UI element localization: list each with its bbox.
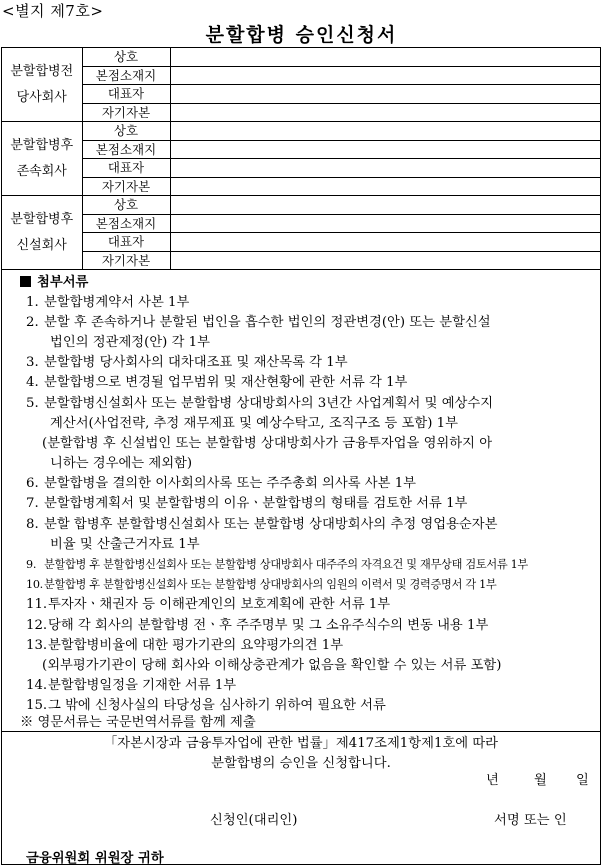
- list-item: 11.투자자ㆍ채권자 등 이해관계인의 보호계획에 관한 서류 1부: [26, 597, 391, 612]
- field-label-company-name: 상호: [82, 122, 170, 141]
- table-row: [2, 103, 600, 122]
- list-item: 5. 분할합병신설회사 또는 분할합병 상대방회사의 3년간 사업계획서 및 예상수지: [26, 396, 494, 411]
- list-item-continuation: 니하는 경우에는 제외함): [50, 456, 193, 471]
- table-row: [2, 48, 600, 66]
- equity-capital-input[interactable]: [170, 177, 600, 196]
- head-office-input[interactable]: [170, 140, 600, 159]
- list-item-note: (외부평가기관이 당해 회사와 이해상충관계가 없음을 확인할 수 있는 서류 포함): [42, 658, 502, 673]
- head-office-input[interactable]: [170, 66, 600, 85]
- table-row: [2, 140, 600, 159]
- list-item: 14.분할합병일정을 기재한 서류 1부: [26, 678, 237, 693]
- list-item: 9. 분할합병 후 분할합병신설회사 또는 분할합병 상대방회사 대주주의 자격요건 및 재무상태 검토서류 1부: [26, 558, 528, 571]
- field-label-head-office: 본점소재지: [82, 214, 170, 233]
- bullet-square-icon: [20, 276, 31, 287]
- attachments-heading: 첨부서류: [20, 273, 88, 293]
- list-item-continuation: 계산서(사업전략, 추정 재무제표 및 예상수탁고, 조직구조 등 포함) 1부: [50, 416, 458, 431]
- list-item: 3. 분할합병 당사회사의 대차대조표 및 재산목록 각 1부: [26, 355, 348, 370]
- field-label-head-office: 본점소재지: [82, 66, 170, 85]
- field-label-representative: 대표자: [82, 85, 170, 104]
- representative-input[interactable]: [170, 233, 600, 252]
- field-label-company-name: 상호: [82, 196, 170, 215]
- application-form: [1, 47, 601, 865]
- list-item: 8. 분할 합병후 분할합병신설회사 또는 분할합병 상대방회사의 추정 영업용순자본: [26, 517, 498, 532]
- company-name-input[interactable]: [170, 48, 600, 66]
- head-office-input[interactable]: [170, 214, 600, 233]
- table-row: [2, 85, 600, 104]
- field-label-equity-capital: 자기자본: [82, 251, 170, 270]
- representative-input[interactable]: [170, 159, 600, 178]
- field-label-equity-capital: 자기자본: [82, 177, 170, 196]
- list-item: 1. 분할합병계약서 사본 1부: [26, 295, 190, 310]
- signature-field[interactable]: 서명 또는 인: [494, 813, 567, 828]
- table-row: [2, 233, 600, 252]
- table-row: [2, 177, 600, 196]
- table-row: [2, 251, 600, 270]
- list-item-note: (분할합병 후 신설법인 또는 분할합병 상대방회사가 금융투자업을 영위하지 아: [42, 436, 493, 451]
- applicant-label: 신청인(대리인): [210, 813, 298, 828]
- list-item-continuation: 비율 및 산출근거자료 1부: [50, 537, 200, 552]
- list-item-continuation: 법인의 정관제정(안) 각 1부: [50, 335, 210, 350]
- equity-capital-input[interactable]: [170, 103, 600, 122]
- list-item: 13.분할합병비율에 대한 평가기관의 요약평가의견 1부: [26, 638, 344, 653]
- list-item: 4. 분할합병으로 변경될 업무범위 및 재산현황에 관한 서류 각 1부: [26, 375, 408, 390]
- table-row: [2, 196, 600, 215]
- list-item: 15.그 밖에 신청사실의 타당성을 심사하기 위하여 필요한 서류: [26, 698, 386, 713]
- date-month-label[interactable]: 월: [534, 773, 547, 788]
- field-label-representative: 대표자: [82, 159, 170, 178]
- table-row: [2, 122, 600, 141]
- list-item: 10.분할합병 후 분할합병신설회사 또는 분할합병 상대방회사의 임원의 이력서 및 경력증명서 각 1부: [26, 578, 497, 591]
- section-divider: [2, 731, 600, 732]
- field-label-company-name: 상호: [82, 48, 170, 66]
- field-label-head-office: 본점소재지: [82, 140, 170, 159]
- document-title: 분할합병 승인신청서: [205, 24, 398, 46]
- date-day-label[interactable]: 일: [576, 773, 589, 788]
- english-documents-note: ※ 영문서류는 국문번역서류를 함께 제출: [20, 715, 256, 730]
- group-label-surviving-company: 분할합병후 존속회사: [2, 122, 82, 196]
- field-label-equity-capital: 자기자본: [82, 103, 170, 122]
- group-label-new-company: 분할합병후 신설회사: [2, 196, 82, 270]
- equity-capital-input[interactable]: [170, 251, 600, 270]
- field-label-representative: 대표자: [82, 233, 170, 252]
- legal-basis-statement: 「자본시장과 금융투자업에 관한 법률」제417조제1항제1호에 따라 분할합병의 승인을 신청합니다.: [103, 736, 499, 771]
- company-name-input[interactable]: [170, 196, 600, 215]
- list-item: 12.당해 각 회사의 분할합병 전ㆍ후 주주명부 및 그 소유주식수의 변동 내용 1부: [26, 618, 489, 633]
- list-item: 2. 분할 후 존속하거나 분할된 법인을 흡수한 법인의 정관변경(안) 또는 분할신설: [26, 315, 491, 330]
- list-item: 6. 분할합병을 결의한 이사회의사록 또는 주주총회 의사록 사본 1부: [26, 476, 417, 491]
- table-row: [2, 66, 600, 85]
- group-label-pre-merger-parties: 분할합병전 당사회사: [2, 48, 82, 122]
- representative-input[interactable]: [170, 85, 600, 104]
- form-number-label: <별지 제7호>: [2, 2, 104, 20]
- table-row: [2, 159, 600, 178]
- list-item: 7. 분할합병계획서 및 분할합병의 이유ㆍ분할합병의 형태를 검토한 서류 1부: [26, 496, 468, 511]
- company-name-input[interactable]: [170, 122, 600, 141]
- company-info-table: [2, 48, 600, 270]
- addressee: 금융위원회 위원장 귀하: [26, 851, 164, 866]
- date-year-label[interactable]: 년: [486, 773, 499, 788]
- table-row: [2, 214, 600, 233]
